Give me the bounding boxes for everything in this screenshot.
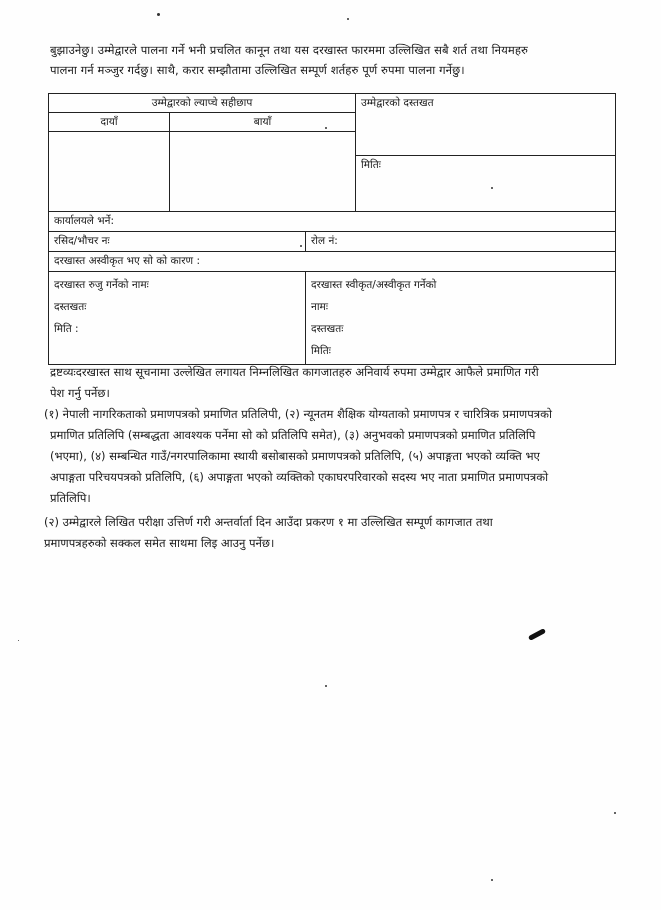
office-use-cell bbox=[49, 212, 616, 232]
list-item-2 bbox=[44, 512, 624, 554]
item1-line-4: अपाङ्गता परिचयपत्रको प्रतिलिपि, (६) अपाङ्गता भएको व्यक्तिको एकाघरपरिवारको सदस्य भए नाता प्रमाणित प्रमाणपत्रको bbox=[50, 470, 549, 484]
roll-number-cell[interactable] bbox=[306, 232, 616, 252]
left-thumbprint-box[interactable] bbox=[170, 132, 356, 212]
scan-speck bbox=[157, 13, 160, 16]
signature-label: उम्मेद्वारको दस्तखत bbox=[361, 97, 434, 109]
submitter-verification-cell[interactable] bbox=[49, 272, 306, 365]
scan-speck bbox=[325, 685, 327, 687]
pen-mark bbox=[528, 628, 546, 641]
scan-speck bbox=[491, 879, 493, 881]
intro-paragraph bbox=[50, 40, 528, 80]
right-thumb-label: दायाँ bbox=[100, 116, 118, 128]
approver-cell[interactable] bbox=[306, 272, 616, 365]
approver-date-label: मितिः bbox=[311, 345, 331, 357]
left-thumb-header-cell bbox=[170, 113, 356, 132]
roll-number-label: रोल नं: bbox=[311, 235, 338, 247]
right-thumb-header-cell bbox=[49, 113, 170, 132]
receipt-voucher-label: रसिद/भौचर नः bbox=[54, 235, 110, 247]
approver-name-label: नामः bbox=[311, 301, 328, 313]
application-form-table bbox=[48, 93, 616, 365]
item1-line-1: (१) नेपाली नागरिकताको प्रमाणपत्रको प्रमाणित प्रतिलिपी, (२) न्यूनतम शैक्षिक योग्यताको प्रमाणपत्र र चारित्रिक प्रमाणपत्रको bbox=[44, 407, 552, 421]
note-line-2: पेश गर्नु पर्नेछ। bbox=[50, 386, 110, 400]
signature-date-cell[interactable] bbox=[356, 156, 616, 212]
item1-line-5: प्रतिलिपि। bbox=[50, 491, 91, 505]
note-paragraph bbox=[50, 362, 620, 404]
scan-speck bbox=[325, 127, 327, 129]
submitter-name-label: दरखास्त रुजु गर्नेको नामः bbox=[54, 279, 149, 291]
approver-header: दरखास्त स्वीकृत/अस्वीकृत गर्नेको bbox=[311, 279, 437, 291]
submitter-date-label: मिति : bbox=[54, 323, 79, 335]
scan-speck bbox=[491, 187, 493, 189]
intro-line-1: बुझाउनेछु। उम्मेद्वारले पालना गर्ने भनी प्रचलित कानून तथा यस दरखास्त फारममा उल्लिखित सबै शर्त तथा नियमहरु bbox=[50, 43, 529, 57]
item1-line-3: (भएमा), (४) सम्बन्धित गाउँ/नगरपालिकामा स्थायी बसोबासको प्रमाणपत्रको प्रतिलिपि, (५) अपाङ्गता भएको व्यक्ति भए bbox=[50, 449, 540, 463]
note-line-1: द्रष्टव्यःदरखास्त साथ सूचनामा उल्लेखित लगायत निम्नलिखित कागजातहरु अनिवार्य रुपमा उम्मेद्वार आफैले प्रमाणित गरी bbox=[50, 365, 539, 379]
item1-line-2: प्रमाणित प्रतिलिपि (सम्बद्धता आवश्यक पर्नेमा सो को प्रतिलिपि समेत), (३) अनुभवको प्रमाणपत्रको प्रमाणित प्रतिलिपि bbox=[50, 428, 536, 442]
thumbprint-header: उम्मेद्वारको ल्याप्चे सहीछाप bbox=[151, 97, 253, 109]
scan-speck bbox=[347, 18, 349, 20]
scan-speck bbox=[18, 640, 19, 641]
scan-speck bbox=[614, 812, 616, 814]
scan-speck bbox=[300, 245, 302, 247]
rejection-reason-label: दरखास्त अस्वीकृत भए सो को कारण : bbox=[54, 255, 200, 267]
receipt-voucher-cell[interactable] bbox=[49, 232, 306, 252]
left-thumb-label: बायाँ bbox=[253, 116, 272, 128]
signature-cell[interactable] bbox=[356, 94, 616, 156]
item2-line-2: प्रमाणपत्रहरुको सक्कल समेत साथमा लिइ आउनु पर्नेछ। bbox=[44, 536, 275, 550]
intro-line-2: पालना गर्न मञ्जुर गर्दछु। साथै, करार सम्झौतामा उल्लिखित सम्पूर्ण शर्तहरु पूर्ण रुपमा पालना गर्नेछु। bbox=[50, 63, 465, 77]
approver-signature-label: दस्तखतः bbox=[311, 323, 344, 335]
thumbprint-header-cell bbox=[49, 94, 356, 113]
signature-date-label: मितिः bbox=[361, 159, 381, 171]
list-item-1 bbox=[44, 404, 624, 509]
item2-line-1: (२) उम्मेद्वारले लिखित परीक्षा उत्तिर्ण गरी अन्तर्वार्ता दिन आउँदा प्रकरण १ मा उल्लिखित सम्पूर्ण कागजात तथा bbox=[44, 515, 493, 529]
office-use-label: कार्यालयले भर्ने: bbox=[54, 215, 115, 227]
right-thumbprint-box[interactable] bbox=[49, 132, 170, 212]
required-documents-list bbox=[44, 404, 624, 557]
submitter-signature-label: दस्तखतः bbox=[54, 301, 87, 313]
rejection-reason-cell[interactable] bbox=[49, 252, 616, 272]
